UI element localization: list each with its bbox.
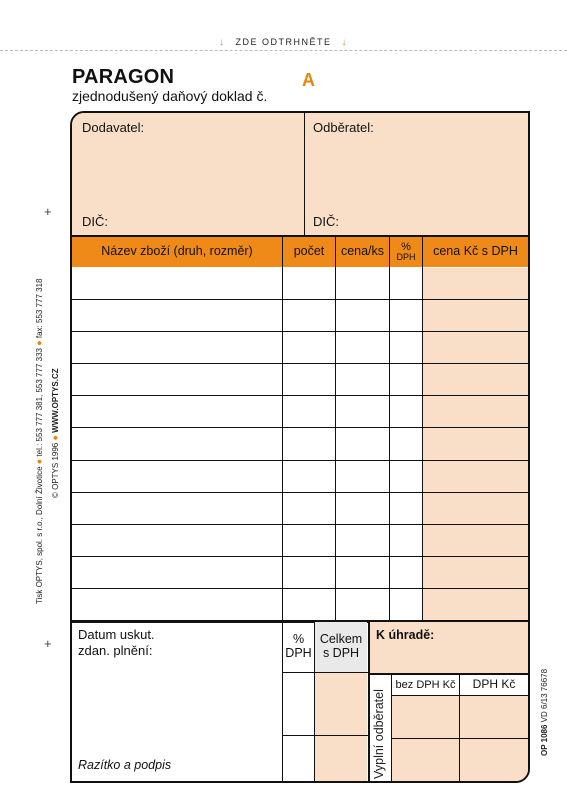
printer-phone: tel.: 553 777 381, 553 777 333 xyxy=(35,348,44,457)
customer-dic-label: DIČ: xyxy=(313,214,339,229)
table-cell xyxy=(72,557,282,589)
supplier-label: Dodavatel: xyxy=(82,120,145,135)
registration-mark-icon: + xyxy=(44,204,52,219)
table-cell xyxy=(390,332,422,364)
footer-vat-abbrev: DPH xyxy=(285,646,312,660)
form-code-number: OP 1086 xyxy=(540,724,549,756)
transaction-date-line1: Datum uskut. xyxy=(78,627,155,642)
table-row xyxy=(72,332,528,364)
table-cell xyxy=(390,589,422,621)
table-cell xyxy=(336,428,389,460)
header-vat-czk: DPH Kč xyxy=(472,677,516,692)
document-subtitle: zjednodušený daňový doklad č. xyxy=(72,88,268,104)
table-cell xyxy=(72,268,282,300)
registration-mark-icon: + xyxy=(44,636,52,651)
vat-abbrev: DPH xyxy=(396,252,416,263)
supplier-dic-label: DIČ: xyxy=(82,214,108,229)
printer-imprint: Tisk OPTYS, spol. s r.o., Dolní Životice ● tel.: 553 777 381, 553 777 333 ● fax: 553 777 318 xyxy=(34,278,44,604)
price-cell xyxy=(423,557,528,589)
stamp-signature-label: Razítko a podpis xyxy=(78,758,172,772)
price-cell xyxy=(423,364,528,396)
tear-off-label xyxy=(0,37,567,48)
header-item-name: Název zboží (druh, rozměr) xyxy=(72,237,282,267)
column-divider xyxy=(389,237,390,621)
table-cell xyxy=(283,525,335,557)
table-cell xyxy=(390,396,422,428)
filled-by-customer-text: Vyplní odběratel xyxy=(372,689,386,779)
table-cell xyxy=(336,396,389,428)
table-cell xyxy=(72,428,282,460)
table-cell xyxy=(72,493,282,525)
footer-vat-percent xyxy=(283,622,314,672)
header-excl-vat: bez DPH Kč xyxy=(395,678,456,691)
amount-due-label: K úhradě: xyxy=(376,628,435,642)
table-cell xyxy=(336,557,389,589)
filled-by-customer-label xyxy=(372,689,386,780)
table-cell xyxy=(336,589,389,621)
table-row xyxy=(72,461,528,493)
printer-website: WWW.OPTYS.CZ xyxy=(51,368,60,433)
form-code-version: VD 6/13 76678 xyxy=(540,668,549,723)
table-cell xyxy=(390,493,422,525)
table-row xyxy=(72,493,528,525)
price-cell xyxy=(423,268,528,300)
header-quantity: počet xyxy=(283,237,335,267)
table-cell xyxy=(72,525,282,557)
table-row xyxy=(72,525,528,557)
price-cell xyxy=(423,525,528,557)
table-row xyxy=(72,300,528,332)
price-cell xyxy=(423,493,528,525)
table-cell xyxy=(283,557,335,589)
header-vat-percent xyxy=(390,237,422,267)
total-line2: s DPH xyxy=(322,646,360,660)
table-cell xyxy=(283,332,335,364)
table-cell xyxy=(283,364,335,396)
total-line1: Celkem xyxy=(319,632,363,647)
table-cell xyxy=(336,461,389,493)
header-unit-price: cena/ks xyxy=(336,237,389,267)
table-cell xyxy=(336,268,389,300)
table-cell xyxy=(283,268,335,300)
table-cell xyxy=(390,461,422,493)
printer-copyright: © OPTYS 1996 ● WWW.OPTYS.CZ xyxy=(50,368,60,498)
form-code xyxy=(540,668,549,757)
table-cell xyxy=(283,396,335,428)
table-cell xyxy=(390,268,422,300)
column-divider xyxy=(422,237,423,621)
table-cell xyxy=(72,589,282,621)
price-cell xyxy=(423,332,528,364)
table-cell xyxy=(72,461,282,493)
column-divider xyxy=(335,237,336,621)
table-row xyxy=(72,428,528,460)
table-cell xyxy=(72,332,282,364)
tear-off-line xyxy=(0,50,567,51)
table-cell xyxy=(390,364,422,396)
table-cell xyxy=(283,589,335,621)
table-cell xyxy=(336,525,389,557)
table-cell xyxy=(336,300,389,332)
header-price-incl-vat: cena Kč s DPH xyxy=(423,237,528,267)
footer-total-incl-vat xyxy=(315,622,367,672)
table-cell xyxy=(390,525,422,557)
printer-fax: fax: 553 777 318 xyxy=(35,278,44,339)
receipt-form xyxy=(70,111,530,783)
table-row xyxy=(72,396,528,428)
table-cell xyxy=(72,396,282,428)
table-cell xyxy=(336,332,389,364)
table-cell xyxy=(390,428,422,460)
table-cell xyxy=(390,300,422,332)
table-cell xyxy=(336,493,389,525)
table-cell xyxy=(283,300,335,332)
arrow-down-icon: ↓ xyxy=(341,37,349,48)
price-cell xyxy=(423,428,528,460)
table-cell xyxy=(283,461,335,493)
table-row xyxy=(72,364,528,396)
copy-letter: A xyxy=(302,70,315,90)
arrow-down-icon: ↓ xyxy=(218,37,226,48)
copyright-text: © OPTYS 1996 xyxy=(51,442,60,498)
table-cell xyxy=(283,493,335,525)
document-title: PARAGON xyxy=(72,66,175,88)
transaction-date-line2: zdan. plnění: xyxy=(78,643,153,658)
printer-name: Tisk OPTYS, spol. s r.o., Dolní Životice xyxy=(35,466,44,604)
column-divider xyxy=(282,237,283,621)
table-cell xyxy=(72,300,282,332)
table-row xyxy=(72,268,528,300)
tear-off-text: ZDE ODTRHNĚTE xyxy=(235,37,332,47)
total-value-cells xyxy=(315,673,367,781)
footer-vat-percent-sign: % xyxy=(292,632,305,647)
price-cell xyxy=(423,589,528,621)
table-row xyxy=(72,589,528,621)
table-cell xyxy=(283,428,335,460)
table-row xyxy=(72,557,528,589)
table-cell xyxy=(390,557,422,589)
table-cell xyxy=(336,364,389,396)
table-cell xyxy=(72,364,282,396)
price-cell xyxy=(423,300,528,332)
transaction-date-label xyxy=(78,627,155,659)
customer-label: Odběratel: xyxy=(313,120,374,135)
price-cell xyxy=(423,461,528,493)
vat-percent-sign: % xyxy=(401,240,411,253)
price-cell xyxy=(423,396,528,428)
